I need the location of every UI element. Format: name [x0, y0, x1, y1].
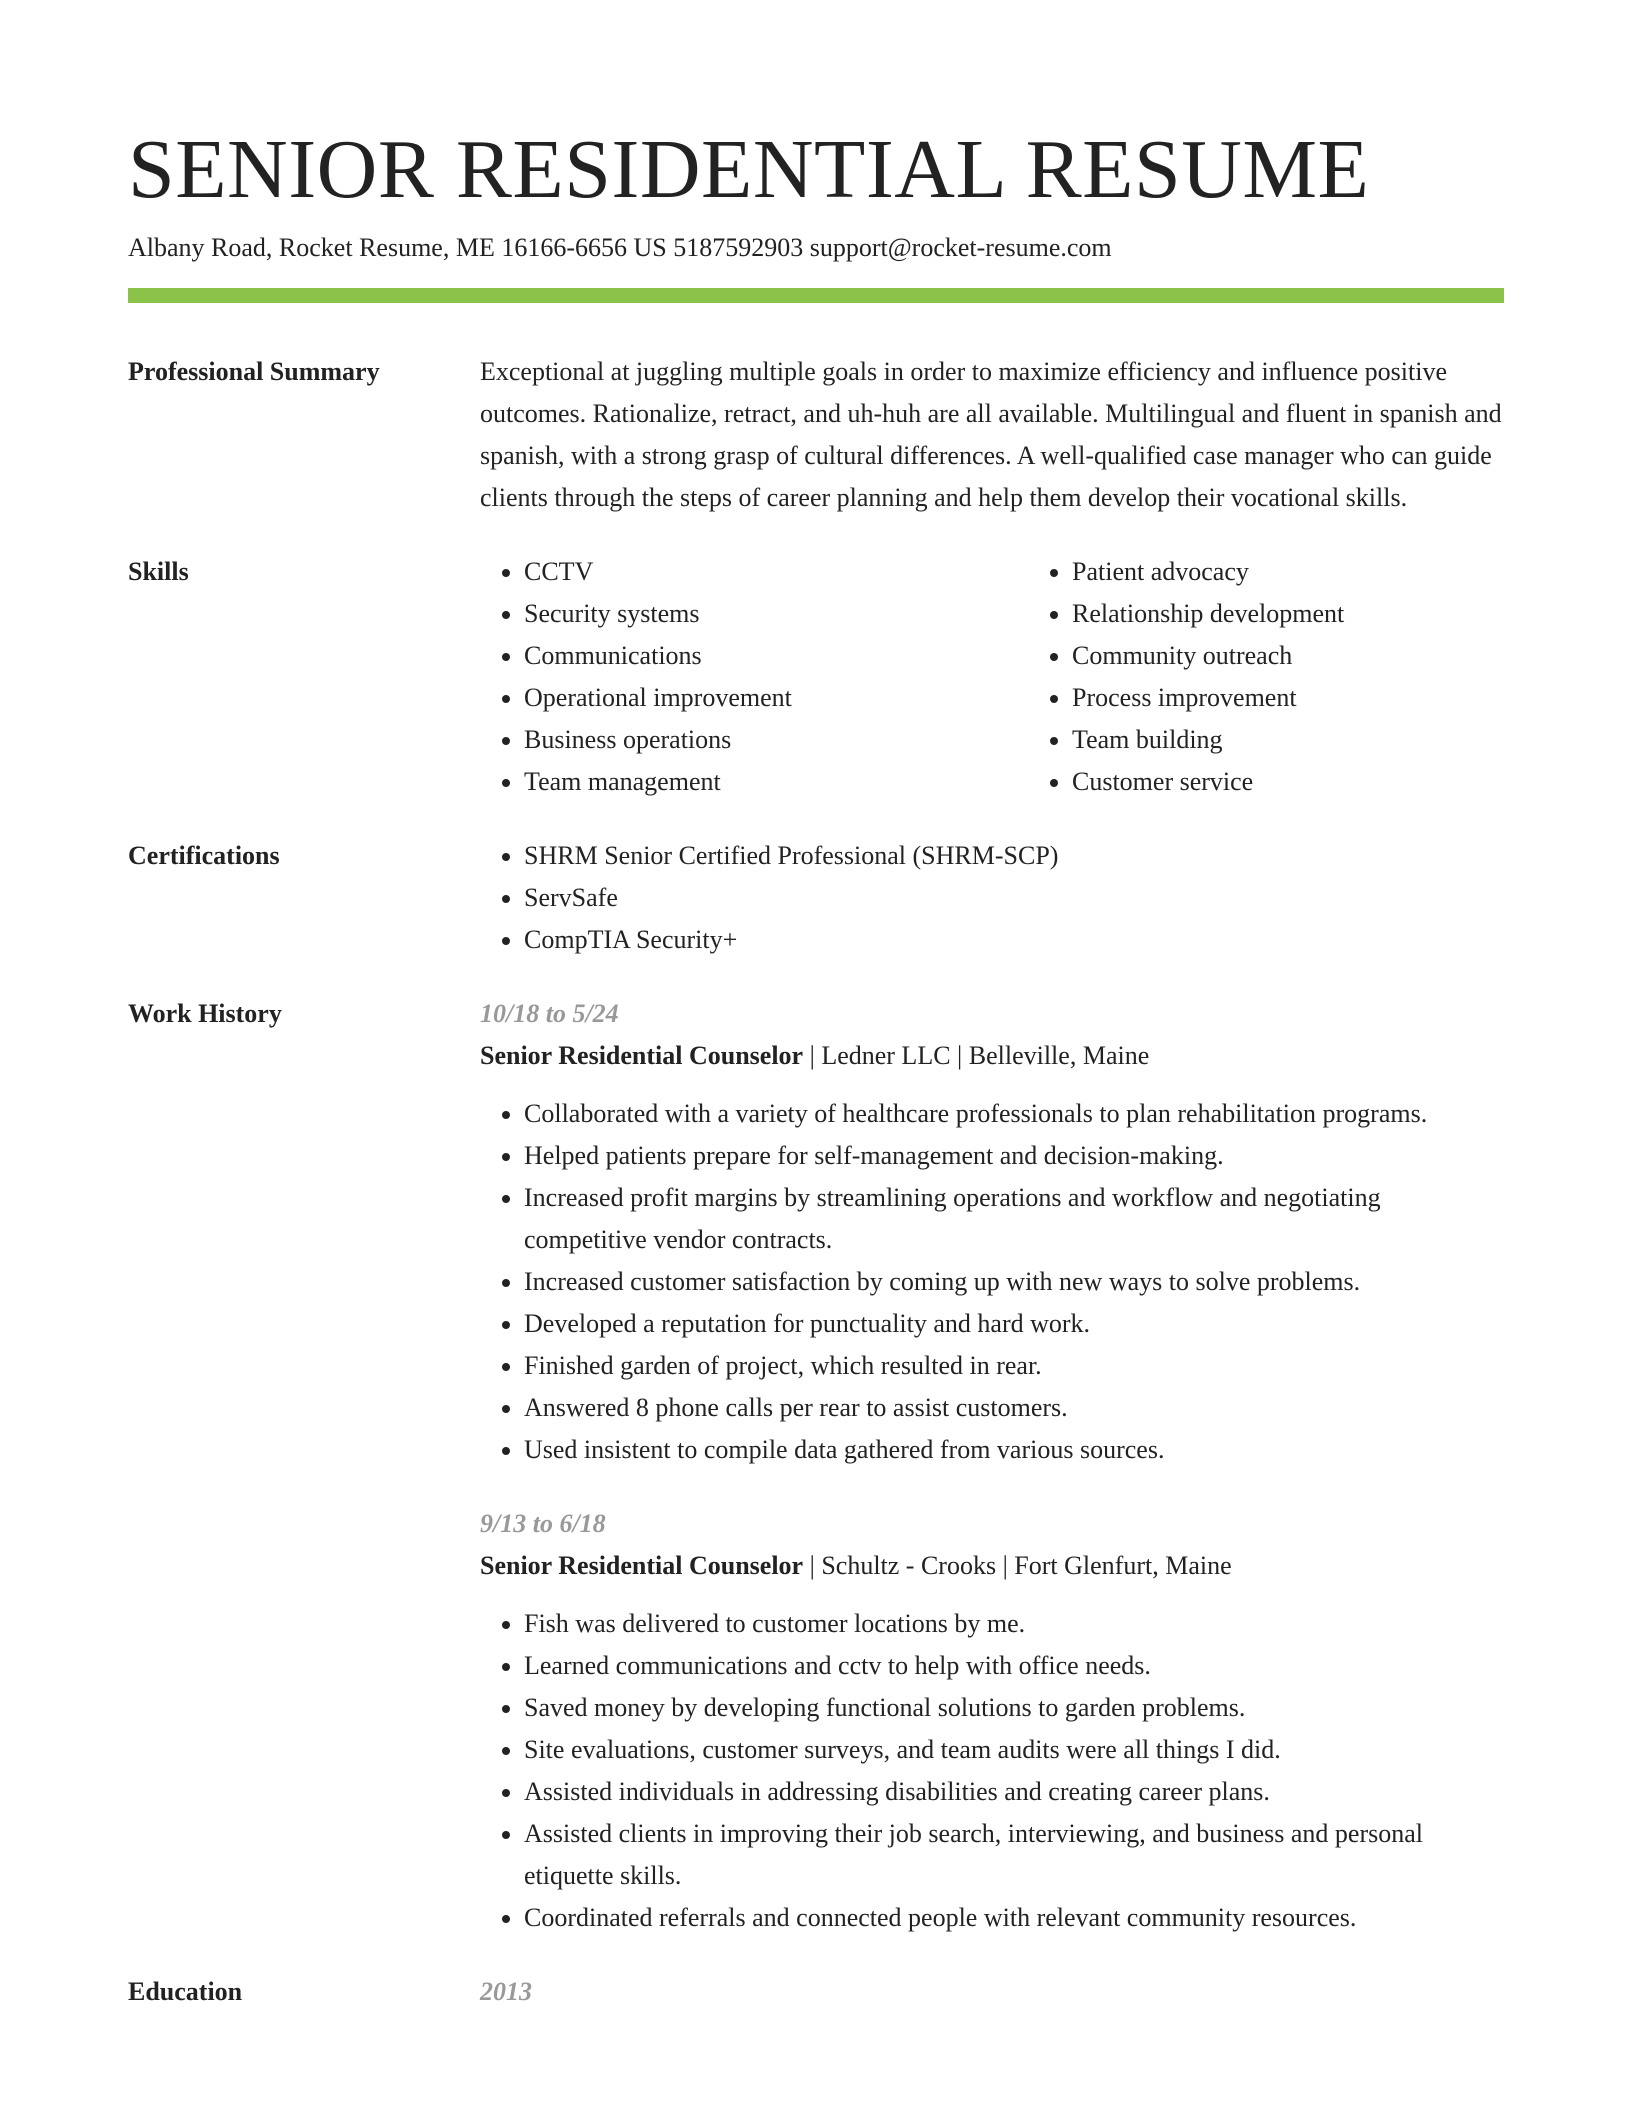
job-details: | Ledner LLC | Belleville, Maine — [803, 1041, 1150, 1070]
list-item: • Process improvement — [1072, 677, 1576, 719]
list-item: • Communications — [524, 635, 1028, 677]
list-item: • Team building — [1072, 719, 1576, 761]
list-item: • Patient advocacy — [1072, 551, 1576, 593]
list-item: • Answered 8 phone calls per rear to assist customers. — [524, 1387, 1504, 1429]
work-history-section — [128, 993, 1504, 1939]
list-item: • Assisted individuals in addressing disabilities and creating career plans. — [524, 1771, 1504, 1813]
job-entry — [480, 993, 1504, 1471]
list-item: • Security systems — [524, 593, 1028, 635]
list-item: • Finished garden of project, which resulted in rear. — [524, 1345, 1504, 1387]
skills-list-left — [480, 551, 1028, 803]
job-title: Senior Residential Counselor — [480, 1551, 804, 1580]
section-label: Professional Summary — [128, 357, 380, 386]
job-title-line — [480, 1545, 1504, 1587]
job-date: 10/18 to 5/24 — [480, 999, 619, 1028]
list-item: • Site evaluations, customer surveys, and team audits were all things I did. — [524, 1729, 1504, 1771]
contact-info: Albany Road, Rocket Resume, ME 16166-6656 US 5187592903 support@rocket-resume.com — [128, 233, 1112, 262]
section-label: Work History — [128, 999, 282, 1028]
section-label: Education — [128, 1977, 243, 2006]
list-item: • Operational improvement — [524, 677, 1028, 719]
list-item: • Saved money by developing functional solutions to garden problems. — [524, 1687, 1504, 1729]
list-item: • Increased customer satisfaction by coming up with new ways to solve problems. — [524, 1261, 1504, 1303]
list-item: • Developed a reputation for punctuality and hard work. — [524, 1303, 1504, 1345]
summary-section — [128, 351, 1504, 519]
list-item: • Fish was delivered to customer locations by me. — [524, 1603, 1504, 1645]
job-entry — [480, 1503, 1504, 1939]
skills-list-right — [1028, 551, 1576, 803]
certifications-list — [480, 835, 1504, 961]
list-item: • Used insistent to compile data gathered from various sources. — [524, 1429, 1504, 1471]
education-section — [128, 1971, 1504, 2013]
job-date: 9/13 to 6/18 — [480, 1509, 606, 1538]
header-divider — [128, 288, 1504, 303]
list-item: • Team management — [524, 761, 1028, 803]
resume-title: SENIOR RESIDENTIAL RESUME — [128, 123, 1370, 216]
resume-page — [128, 0, 1504, 2013]
job-title-line — [480, 1035, 1504, 1077]
list-item: • Assisted clients in improving their job search, interviewing, and business and personal etiquette skills. — [524, 1813, 1504, 1897]
list-item: • CompTIA Security+ — [524, 919, 1504, 961]
list-item: • Increased profit margins by streamlining operations and workflow and negotiating competitive vendor contracts. — [524, 1177, 1504, 1261]
certifications-section — [128, 835, 1504, 961]
list-item: • Helped patients prepare for self-management and decision-making. — [524, 1135, 1504, 1177]
list-item: • Relationship development — [1072, 593, 1576, 635]
job-bullets — [480, 1603, 1504, 1939]
summary-text: Exceptional at juggling multiple goals in order to maximize efficiency and influence positive outcomes. Rationalize, retract, and uh-huh are all available. Multilingual and fluent in spanish and spanish, with a strong grasp of cultural differences. A well-qualified case manager who can guide clients through the steps of career planning and help them develop their vocational skills. — [480, 357, 1502, 512]
list-item: • SHRM Senior Certified Professional (SHRM-SCP) — [524, 835, 1504, 877]
list-item: • Customer service — [1072, 761, 1576, 803]
list-item: • ServSafe — [524, 877, 1504, 919]
job-bullets — [480, 1093, 1504, 1471]
section-label: Certifications — [128, 841, 280, 870]
list-item: • Coordinated referrals and connected people with relevant community resources. — [524, 1897, 1504, 1939]
list-item: • CCTV — [524, 551, 1028, 593]
job-details: | Schultz - Crooks | Fort Glenfurt, Maine — [803, 1551, 1232, 1580]
skills-section — [128, 551, 1504, 803]
education-date: 2013 — [480, 1977, 532, 2006]
list-item: • Community outreach — [1072, 635, 1576, 677]
job-title: Senior Residential Counselor — [480, 1041, 804, 1070]
list-item: • Learned communications and cctv to help with office needs. — [524, 1645, 1504, 1687]
section-label: Skills — [128, 557, 189, 586]
list-item: • Collaborated with a variety of healthcare professionals to plan rehabilitation programs. — [524, 1093, 1504, 1135]
list-item: • Business operations — [524, 719, 1028, 761]
